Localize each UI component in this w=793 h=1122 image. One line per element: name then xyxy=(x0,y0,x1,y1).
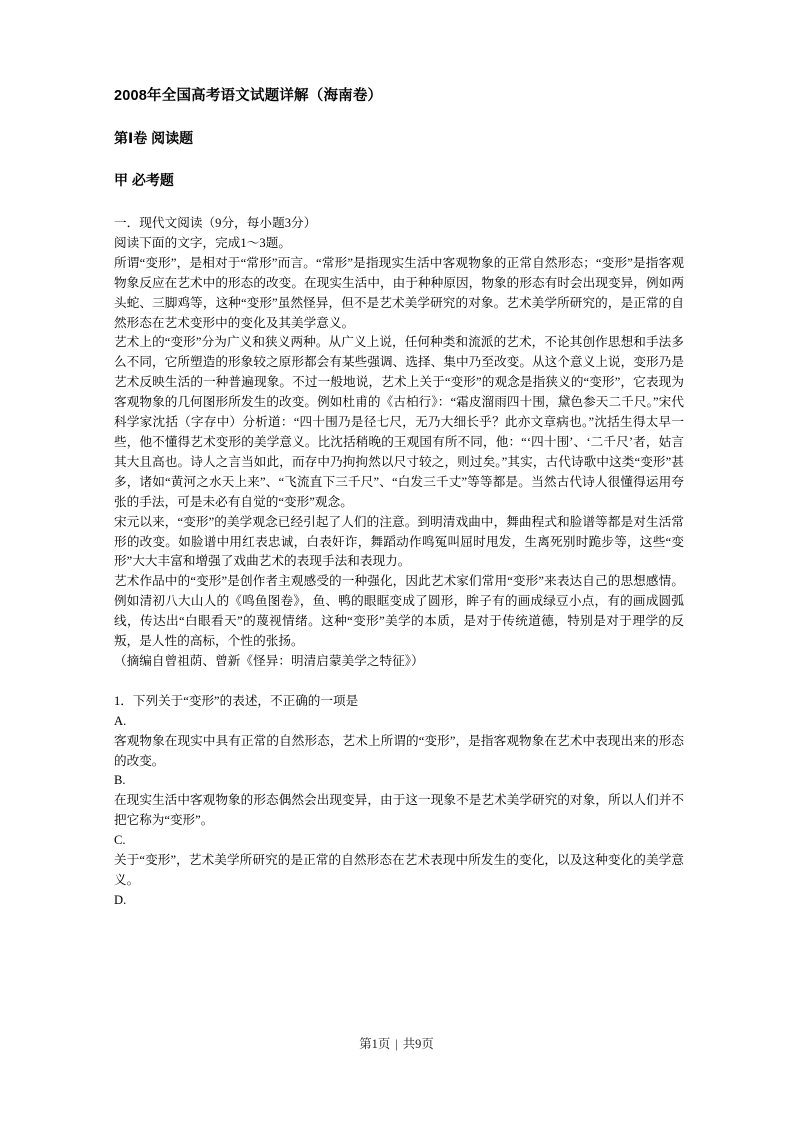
page-content xyxy=(114,86,684,911)
option-letter-c[interactable]: C. xyxy=(114,833,126,848)
footer-separator: | xyxy=(395,1037,398,1051)
option-text-b[interactable]: 在现实生活中客观物象的形态偶然会出现变异，由于这一现象不是艺术美学研究的对象，所以人们并不把它称为“变形”。 xyxy=(114,793,684,828)
reading-paragraph: 所谓“变形”，是相对于“常形”而言。“常形”是指现实生活中客观物象的正常自然形态；“变形”是指客观物象反应在艺术中的形态的改变。在现实生活中，由于种种原因，物象的形态有时会出现变异，例如两头蛇、三脚鸡等，这种“变形”虽然怪异，但不是艺术美学研究的对象。艺术美学所研究的，是正常的自然形态在艺术变形中的变化及其美学意义。 xyxy=(114,255,684,330)
page-footer xyxy=(0,1036,793,1052)
footer-total-pages: 共9页 xyxy=(402,1037,434,1051)
reading-paragraph: 艺术上的“变形”分为广义和狭义两种。从广义上说，任何种类和流派的艺术，不论其创作思想和手法多么不同，它所塑造的形象较之原形都会有某些强调、选择、集中乃至改变。从这个意义上说，变形乃是艺术反映生活的一种普遍现象。不过一般地说，艺术上关于“变形”的观念是指狭义的“变形”，它表现为客观物象的几何图形所发生的改变。例如杜甫的《古柏行》：“霜皮溜雨四十围，黛色参天二千尺。”宋代科学家沈括（字存中）分析道：“四十围乃是径七尺，无乃大细长乎？此亦文章病也。”沈括生得太早一些，他不懂得艺术变形的美学意义。比沈括稍晚的王观国有所不同，他：“‘四十围’、‘二千尺’者，姑言其大且高也。诗人之言当如此，而存中乃拘拘然以尺寸较之，则过矣。”其实，古代诗歌中这类“变形”甚多，诸如“黄河之水天上来”、“飞流直下三千尺”、“白发三千丈”等等都是。当然古代诗人很懂得运用夸张的手法，可是未必有自觉的“变形”观念。 xyxy=(114,335,684,509)
question-spacer xyxy=(114,672,684,692)
reading-source-attribution: （摘编自曾祖荫、曾新《怪异：明清启蒙美学之特征》） xyxy=(114,653,424,668)
reading-instruction: 阅读下面的文字，完成1～3题。 xyxy=(114,235,292,250)
option-letter-d[interactable]: D. xyxy=(114,892,127,907)
page-title: 2008年全国高考语文试题详解（海南卷） xyxy=(114,88,383,104)
footer-current-page: 第1页 xyxy=(359,1037,391,1051)
reading-paragraph: 宋元以来，“变形”的美学观念已经引起了人们的注意。到明清戏曲中，舞曲程式和脸谱等都是对生活常形的改变。如脸谱中用红表忠诚，白表奸诈，舞蹈动作鸣冤叫屈时甩发，生离死别时跪步等，这些“变形”大大丰富和增强了戏曲艺术的表现手法和表现力。 xyxy=(114,514,684,569)
reading-part-label: 一．现代文阅读（9分，每小题3分） xyxy=(114,216,317,230)
section-heading: 第Ⅰ卷 阅读题 xyxy=(114,130,194,146)
question-stem: 1．下列关于“变形”的表述，不正确的一项是 xyxy=(114,693,359,708)
option-text-a[interactable]: 客观物象在现实中具有正常的自然形态，艺术上所谓的“变形”，是指客观物象在艺术中表现出来的形态的改变。 xyxy=(114,733,684,768)
reading-paragraph: 艺术作品中的“变形”是创作者主观感受的一种强化，因此艺术家们常用“变形”来表达自己的思想感情。例如清初八大山人的《鸣鱼图卷》，鱼、鸭的眼眶变成了圆形，眸子有的画成绿豆小点，有的画成圆弧线，传达出“白眼看天”的蔑视情绪。这种“变形”美学的本质，是对于传统道德，特别是对于理学的反叛，是人性的高标，个性的张扬。 xyxy=(114,574,684,649)
option-text-c[interactable]: 关于“变形”，艺术美学所研究的是正常的自然形态在艺术表现中所发生的变化，以及这种变化的美学意义。 xyxy=(114,853,684,887)
subsection-heading: 甲 必考题 xyxy=(114,172,174,188)
option-letter-a[interactable]: A. xyxy=(114,713,127,728)
option-letter-b[interactable]: B. xyxy=(114,773,126,788)
